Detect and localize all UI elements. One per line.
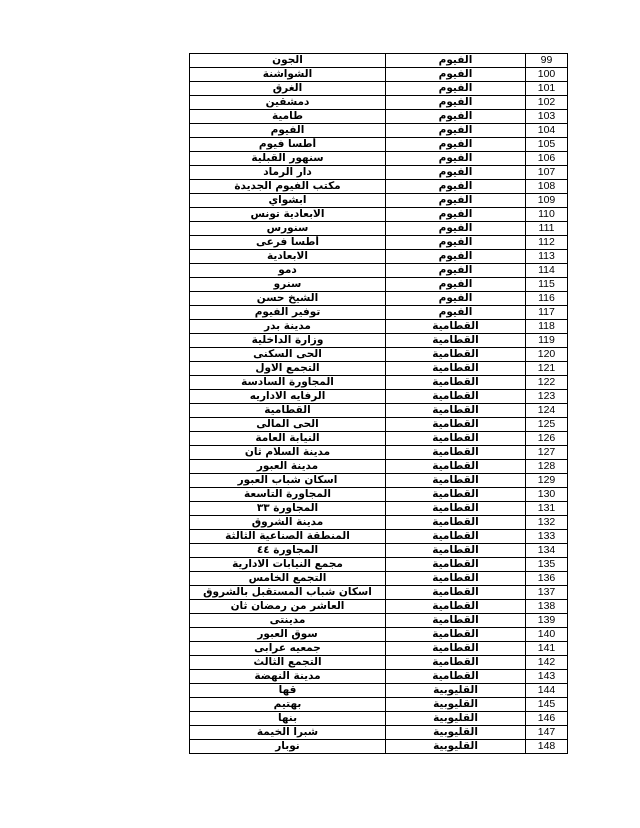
table-row bbox=[190, 96, 568, 110]
row-number-cell: 143 bbox=[526, 670, 568, 684]
governorate-cell: الفيوم bbox=[386, 194, 526, 208]
governorate-cell: القطامية bbox=[386, 320, 526, 334]
table-row bbox=[190, 614, 568, 628]
row-number-cell: 100 bbox=[526, 68, 568, 82]
row-number-cell: 110 bbox=[526, 208, 568, 222]
table-row bbox=[190, 642, 568, 656]
row-number-cell: 104 bbox=[526, 124, 568, 138]
table-row bbox=[190, 600, 568, 614]
table-row bbox=[190, 334, 568, 348]
governorate-cell: القطامية bbox=[386, 544, 526, 558]
table-row bbox=[190, 152, 568, 166]
office-name-cell: العاشر من رمضان ثان bbox=[190, 600, 386, 614]
governorate-cell: القطامية bbox=[386, 530, 526, 544]
row-number-cell: 144 bbox=[526, 684, 568, 698]
table-row bbox=[190, 362, 568, 376]
office-name-cell: المجاورة التاسعة bbox=[190, 488, 386, 502]
table-row bbox=[190, 572, 568, 586]
office-name-cell: قها bbox=[190, 684, 386, 698]
table-row bbox=[190, 278, 568, 292]
table-row bbox=[190, 54, 568, 68]
row-number-cell: 118 bbox=[526, 320, 568, 334]
governorate-cell: الفيوم bbox=[386, 208, 526, 222]
table-row bbox=[190, 166, 568, 180]
table-row bbox=[190, 264, 568, 278]
office-name-cell: الفيوم bbox=[190, 124, 386, 138]
office-name-cell: مدينة العبور bbox=[190, 460, 386, 474]
table-row bbox=[190, 194, 568, 208]
office-name-cell: بنها bbox=[190, 712, 386, 726]
row-number-cell: 128 bbox=[526, 460, 568, 474]
row-number-cell: 139 bbox=[526, 614, 568, 628]
governorate-cell: القطامية bbox=[386, 670, 526, 684]
office-name-cell: شبرا الخيمة bbox=[190, 726, 386, 740]
office-name-cell: أطسا فرعى bbox=[190, 236, 386, 250]
table-row bbox=[190, 404, 568, 418]
table-row bbox=[190, 740, 568, 754]
office-name-cell: وزارة الداخلية bbox=[190, 334, 386, 348]
row-number-cell: 148 bbox=[526, 740, 568, 754]
table-row bbox=[190, 698, 568, 712]
table-row bbox=[190, 628, 568, 642]
row-number-cell: 121 bbox=[526, 362, 568, 376]
office-name-cell: التجمع الخامس bbox=[190, 572, 386, 586]
office-name-cell: اسكان شباب المستقبل بالشروق bbox=[190, 586, 386, 600]
office-name-cell: دمشقين bbox=[190, 96, 386, 110]
row-number-cell: 102 bbox=[526, 96, 568, 110]
governorate-cell: القليوبية bbox=[386, 698, 526, 712]
governorate-cell: القطامية bbox=[386, 404, 526, 418]
row-number-cell: 119 bbox=[526, 334, 568, 348]
table-row bbox=[190, 390, 568, 404]
governorate-cell: الفيوم bbox=[386, 82, 526, 96]
table-row bbox=[190, 530, 568, 544]
governorate-cell: الفيوم bbox=[386, 306, 526, 320]
row-number-cell: 114 bbox=[526, 264, 568, 278]
row-number-cell: 109 bbox=[526, 194, 568, 208]
table-row bbox=[190, 306, 568, 320]
office-name-cell: الغرق bbox=[190, 82, 386, 96]
office-name-cell: مجمع النيابات الادارية bbox=[190, 558, 386, 572]
office-name-cell: مدينة بدر bbox=[190, 320, 386, 334]
row-number-cell: 134 bbox=[526, 544, 568, 558]
row-number-cell: 122 bbox=[526, 376, 568, 390]
row-number-cell: 132 bbox=[526, 516, 568, 530]
office-name-cell: ابشواي bbox=[190, 194, 386, 208]
governorate-cell: الفيوم bbox=[386, 96, 526, 110]
governorate-cell: القطامية bbox=[386, 600, 526, 614]
governorate-cell: القطامية bbox=[386, 642, 526, 656]
row-number-cell: 124 bbox=[526, 404, 568, 418]
table-row bbox=[190, 544, 568, 558]
office-name-cell: القطامية bbox=[190, 404, 386, 418]
governorate-cell: الفيوم bbox=[386, 68, 526, 82]
table-row bbox=[190, 586, 568, 600]
table-row bbox=[190, 348, 568, 362]
governorate-cell: القطامية bbox=[386, 376, 526, 390]
row-number-cell: 107 bbox=[526, 166, 568, 180]
governorate-cell: الفيوم bbox=[386, 110, 526, 124]
table-row bbox=[190, 726, 568, 740]
row-number-cell: 142 bbox=[526, 656, 568, 670]
governorate-cell: القليوبية bbox=[386, 740, 526, 754]
governorate-cell: القطامية bbox=[386, 628, 526, 642]
table-row bbox=[190, 124, 568, 138]
office-name-cell: المجاورة السادسة bbox=[190, 376, 386, 390]
table-row bbox=[190, 68, 568, 82]
governorate-cell: القليوبية bbox=[386, 726, 526, 740]
row-number-cell: 145 bbox=[526, 698, 568, 712]
row-number-cell: 147 bbox=[526, 726, 568, 740]
office-name-cell: الابعادية تونس bbox=[190, 208, 386, 222]
office-name-cell: طامية bbox=[190, 110, 386, 124]
office-name-cell: الشيخ حسن bbox=[190, 292, 386, 306]
row-number-cell: 131 bbox=[526, 502, 568, 516]
row-number-cell: 108 bbox=[526, 180, 568, 194]
governorate-cell: الفيوم bbox=[386, 236, 526, 250]
row-number-cell: 123 bbox=[526, 390, 568, 404]
governorate-cell: القطامية bbox=[386, 572, 526, 586]
row-number-cell: 125 bbox=[526, 418, 568, 432]
table-row bbox=[190, 656, 568, 670]
table-row bbox=[190, 502, 568, 516]
governorate-cell: القطامية bbox=[386, 362, 526, 376]
table-row bbox=[190, 376, 568, 390]
table-row bbox=[190, 712, 568, 726]
row-number-cell: 111 bbox=[526, 222, 568, 236]
table-row bbox=[190, 460, 568, 474]
governorate-cell: القطامية bbox=[386, 516, 526, 530]
table-row bbox=[190, 516, 568, 530]
office-name-cell: التجمع الثالث bbox=[190, 656, 386, 670]
row-number-cell: 136 bbox=[526, 572, 568, 586]
row-number-cell: 120 bbox=[526, 348, 568, 362]
governorate-cell: الفيوم bbox=[386, 54, 526, 68]
table-row bbox=[190, 418, 568, 432]
office-name-cell: المنطقة الصناعية الثالثة bbox=[190, 530, 386, 544]
offices-table-body bbox=[190, 54, 568, 754]
office-name-cell: الشواشنة bbox=[190, 68, 386, 82]
office-name-cell: النيابة العامة bbox=[190, 432, 386, 446]
governorate-cell: الفيوم bbox=[386, 222, 526, 236]
row-number-cell: 117 bbox=[526, 306, 568, 320]
row-number-cell: 106 bbox=[526, 152, 568, 166]
row-number-cell: 126 bbox=[526, 432, 568, 446]
governorate-cell: الفيوم bbox=[386, 264, 526, 278]
office-name-cell: أطسا فيوم bbox=[190, 138, 386, 152]
office-name-cell: الحى المالى bbox=[190, 418, 386, 432]
office-name-cell: نوبار bbox=[190, 740, 386, 754]
table-row bbox=[190, 222, 568, 236]
governorate-cell: الفيوم bbox=[386, 250, 526, 264]
row-number-cell: 133 bbox=[526, 530, 568, 544]
row-number-cell: 130 bbox=[526, 488, 568, 502]
office-name-cell: اسكان شباب العبور bbox=[190, 474, 386, 488]
office-name-cell: سنورس bbox=[190, 222, 386, 236]
governorate-cell: القليوبية bbox=[386, 712, 526, 726]
table-row bbox=[190, 180, 568, 194]
governorate-cell: القليوبية bbox=[386, 684, 526, 698]
table-row bbox=[190, 292, 568, 306]
governorate-cell: الفيوم bbox=[386, 166, 526, 180]
office-name-cell: الحى السكنى bbox=[190, 348, 386, 362]
office-name-cell: توفير الفيوم bbox=[190, 306, 386, 320]
governorate-cell: الفيوم bbox=[386, 124, 526, 138]
governorate-cell: القطامية bbox=[386, 586, 526, 600]
row-number-cell: 141 bbox=[526, 642, 568, 656]
row-number-cell: 103 bbox=[526, 110, 568, 124]
office-name-cell: مدينة الشروق bbox=[190, 516, 386, 530]
office-name-cell: التجمع الاول bbox=[190, 362, 386, 376]
governorate-cell: القطامية bbox=[386, 348, 526, 362]
row-number-cell: 112 bbox=[526, 236, 568, 250]
governorate-cell: القطامية bbox=[386, 558, 526, 572]
row-number-cell: 127 bbox=[526, 446, 568, 460]
table-row bbox=[190, 110, 568, 124]
office-name-cell: مدينة السلام ثان bbox=[190, 446, 386, 460]
table-row bbox=[190, 236, 568, 250]
governorate-cell: القطامية bbox=[386, 474, 526, 488]
office-name-cell: المجاورة ٣٣ bbox=[190, 502, 386, 516]
office-name-cell: مدينتى bbox=[190, 614, 386, 628]
row-number-cell: 99 bbox=[526, 54, 568, 68]
office-name-cell: الابعادية bbox=[190, 250, 386, 264]
governorate-cell: القطامية bbox=[386, 614, 526, 628]
governorate-cell: القطامية bbox=[386, 488, 526, 502]
governorate-cell: القطامية bbox=[386, 418, 526, 432]
office-name-cell: بهتيم bbox=[190, 698, 386, 712]
office-name-cell: مدينة النهضة bbox=[190, 670, 386, 684]
governorate-cell: القطامية bbox=[386, 334, 526, 348]
table-row bbox=[190, 684, 568, 698]
governorate-cell: القطامية bbox=[386, 446, 526, 460]
table-row bbox=[190, 432, 568, 446]
office-name-cell: سنرو bbox=[190, 278, 386, 292]
governorate-cell: الفيوم bbox=[386, 278, 526, 292]
governorate-cell: القطامية bbox=[386, 656, 526, 670]
row-number-cell: 101 bbox=[526, 82, 568, 96]
office-name-cell: دمو bbox=[190, 264, 386, 278]
office-name-cell: الرفايه الاداريه bbox=[190, 390, 386, 404]
row-number-cell: 146 bbox=[526, 712, 568, 726]
row-number-cell: 116 bbox=[526, 292, 568, 306]
table-row bbox=[190, 474, 568, 488]
governorate-cell: الفيوم bbox=[386, 292, 526, 306]
row-number-cell: 137 bbox=[526, 586, 568, 600]
governorate-cell: القطامية bbox=[386, 460, 526, 474]
row-number-cell: 138 bbox=[526, 600, 568, 614]
row-number-cell: 105 bbox=[526, 138, 568, 152]
row-number-cell: 115 bbox=[526, 278, 568, 292]
governorate-cell: القطامية bbox=[386, 390, 526, 404]
governorate-cell: الفيوم bbox=[386, 138, 526, 152]
row-number-cell: 129 bbox=[526, 474, 568, 488]
office-name-cell: المجاورة ٤٤ bbox=[190, 544, 386, 558]
table-row bbox=[190, 208, 568, 222]
table-row bbox=[190, 558, 568, 572]
office-name-cell: مكتب الفيوم الجديدة bbox=[190, 180, 386, 194]
governorate-cell: القطامية bbox=[386, 432, 526, 446]
governorate-cell: الفيوم bbox=[386, 152, 526, 166]
table-row bbox=[190, 488, 568, 502]
governorate-cell: القطامية bbox=[386, 502, 526, 516]
row-number-cell: 140 bbox=[526, 628, 568, 642]
row-number-cell: 113 bbox=[526, 250, 568, 264]
office-name-cell: الجون bbox=[190, 54, 386, 68]
governorate-cell: الفيوم bbox=[386, 180, 526, 194]
table-row bbox=[190, 670, 568, 684]
office-name-cell: جمعيه عرابى bbox=[190, 642, 386, 656]
table-row bbox=[190, 446, 568, 460]
table-row bbox=[190, 138, 568, 152]
table-row bbox=[190, 250, 568, 264]
table-row bbox=[190, 82, 568, 96]
office-name-cell: سنهور القبلية bbox=[190, 152, 386, 166]
row-number-cell: 135 bbox=[526, 558, 568, 572]
table-row bbox=[190, 320, 568, 334]
offices-table bbox=[189, 53, 568, 754]
office-name-cell: سوق العبور bbox=[190, 628, 386, 642]
office-name-cell: دار الرماد bbox=[190, 166, 386, 180]
